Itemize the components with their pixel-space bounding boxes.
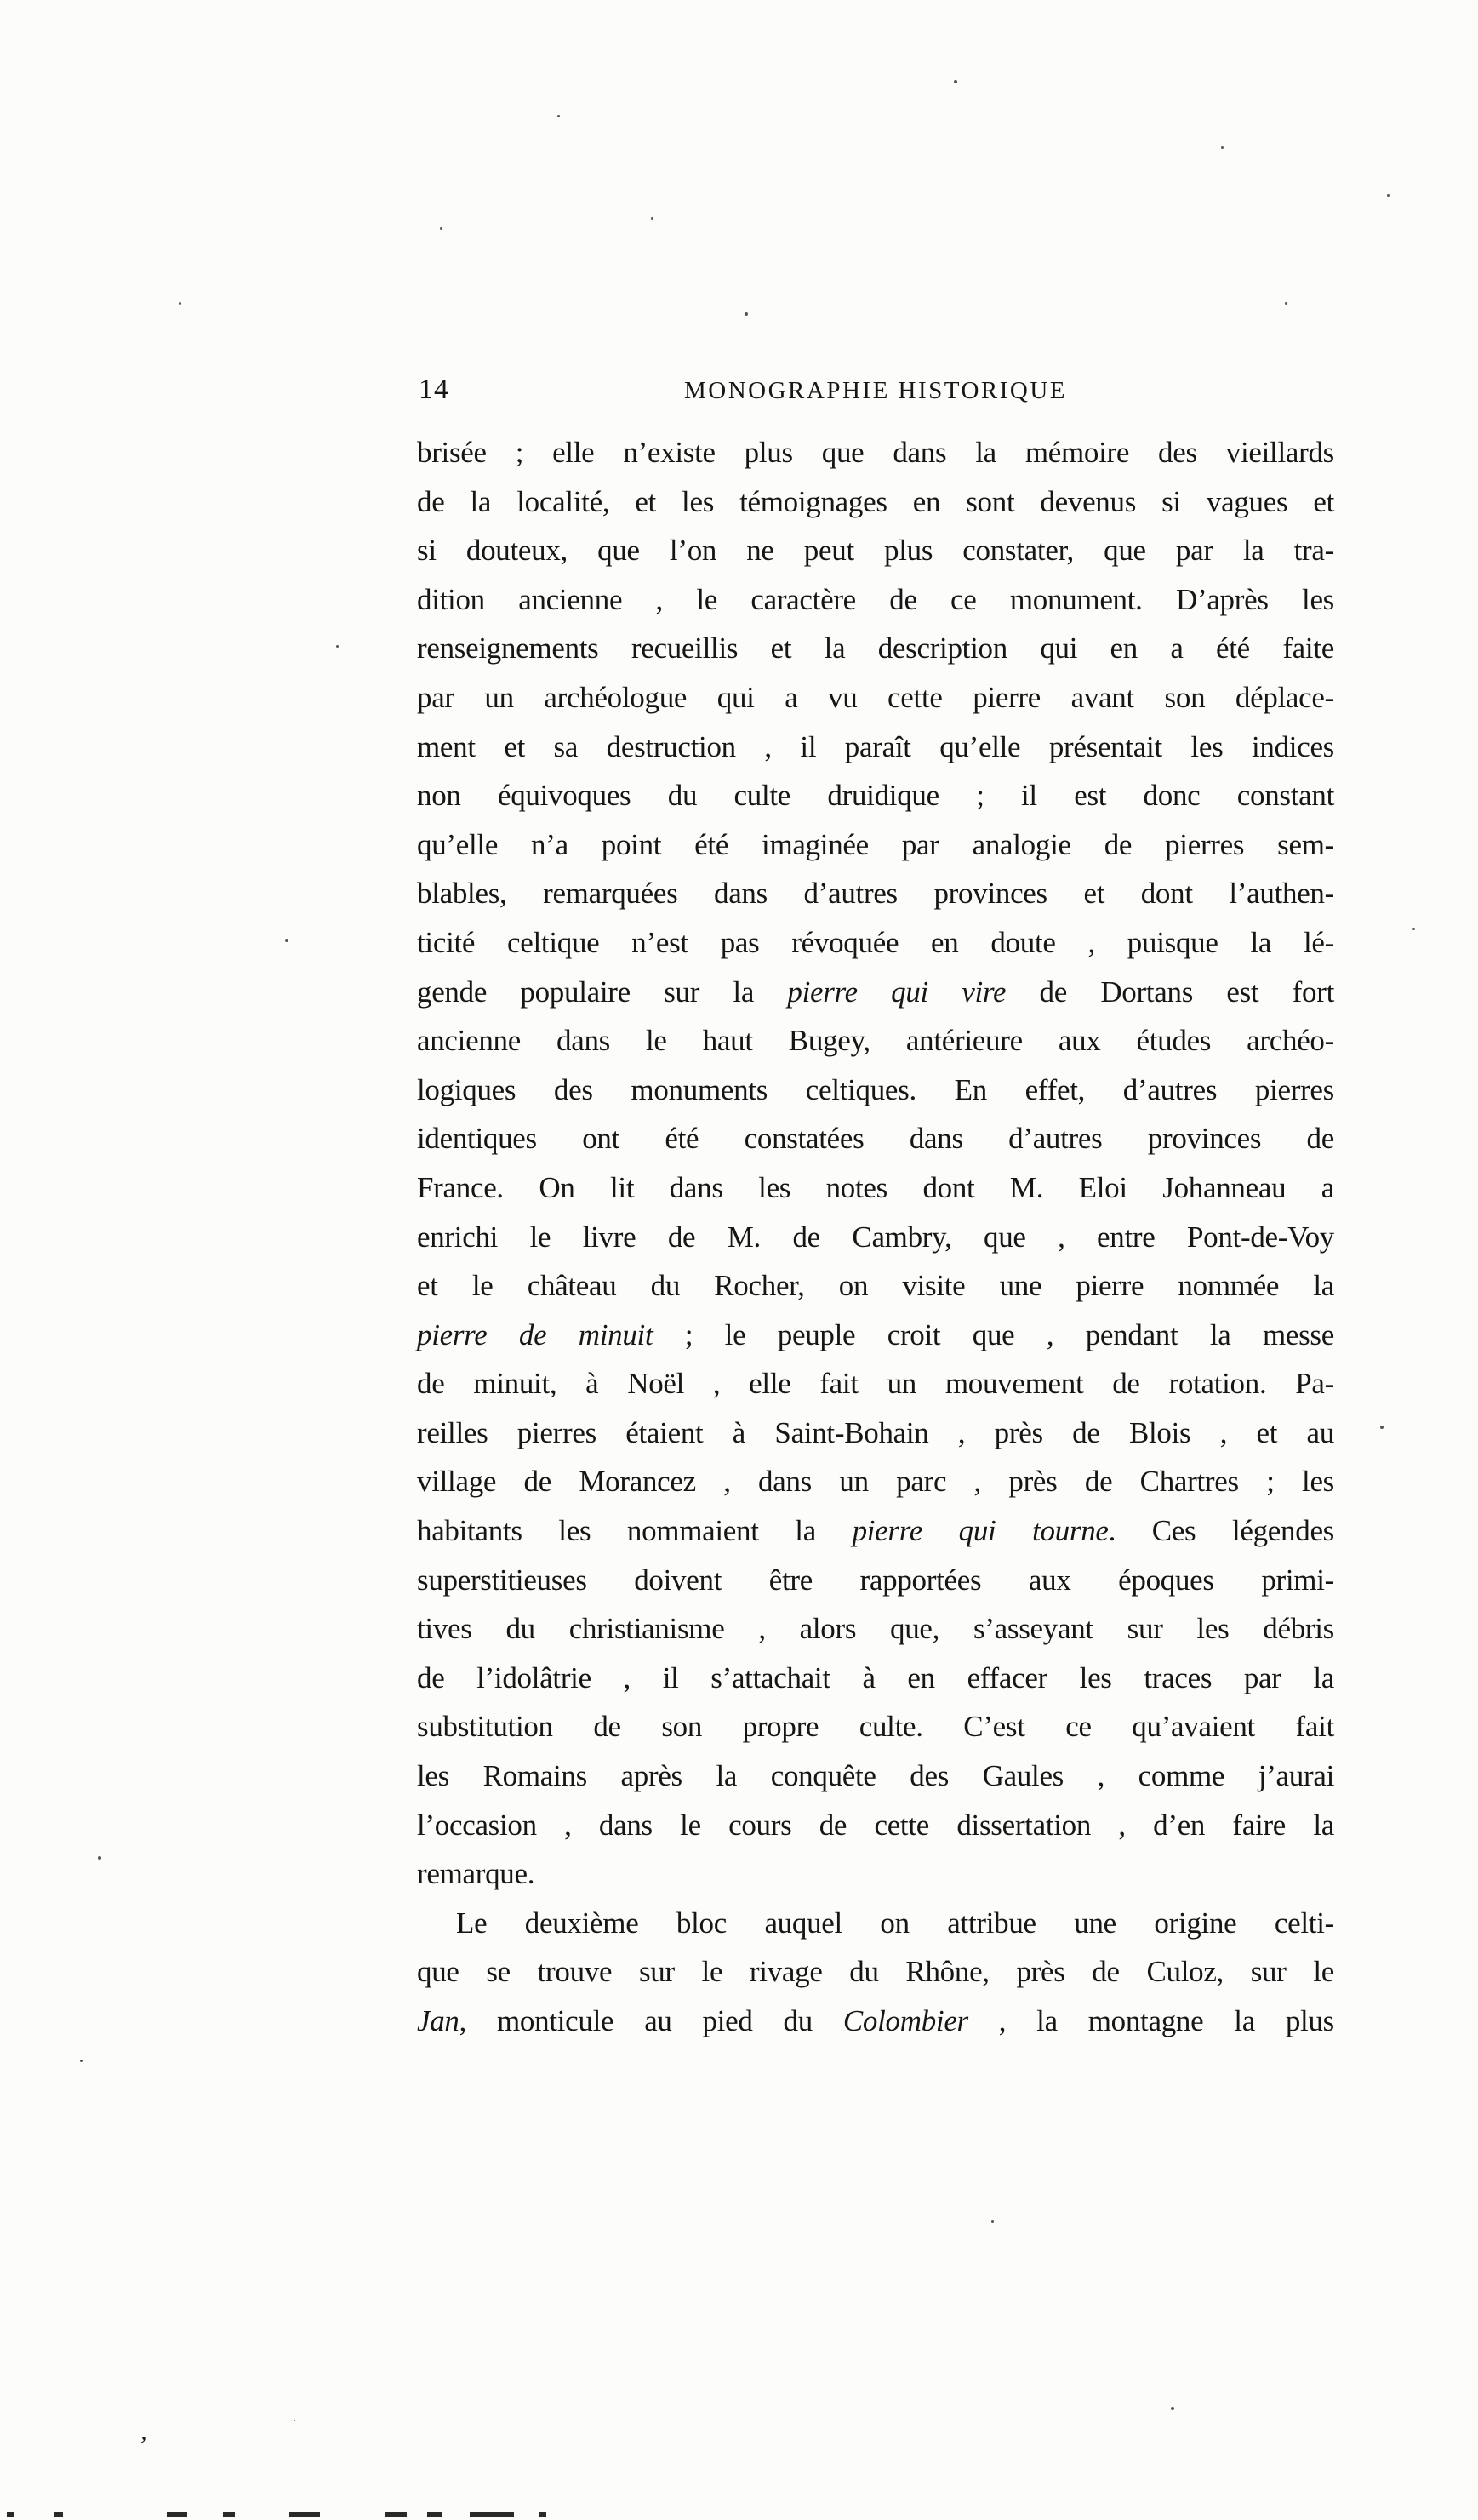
text-line: [417, 1016, 1334, 1066]
scan-stray-mark: ’: [136, 2431, 149, 2460]
text-line: [417, 1457, 1334, 1506]
text-segment: tives du christianisme , alors que, s’asseyant sur les débris: [417, 1612, 1334, 1646]
scan-speck: [1380, 1426, 1384, 1429]
text-segment: France. On lit dans les notes dont M. Eloi Johanneau a: [417, 1170, 1334, 1204]
text-segment: non équivoques du culte druidique ; il est donc constant: [417, 779, 1334, 813]
body-text: [417, 428, 1334, 2046]
scan-edge-mark: [289, 2512, 320, 2517]
scan-speck: [1412, 928, 1415, 930]
scan-speck: [179, 302, 181, 305]
text-line: [417, 428, 1334, 477]
text-segment: de la localité, et les témoignages en sont devenus si vagues et: [417, 484, 1334, 518]
text-segment: par un archéologue qui a vu cette pierre avant son déplace-: [417, 680, 1334, 714]
text-line: [417, 1849, 1334, 1899]
scan-edge-mark: [539, 2512, 546, 2517]
italic-text-segment: Colombier: [842, 2004, 968, 2037]
text-line: [417, 1556, 1334, 1605]
text-line: [417, 1947, 1334, 1997]
running-header: [417, 373, 1334, 410]
text-segment: enrichi le livre de M. de Cambry, que , entre Pont-de-Voy: [417, 1220, 1334, 1254]
text-segment: l’occasion , dans le cours de cette dissertation , d’en faire la: [417, 1808, 1334, 1842]
text-line: [417, 1066, 1334, 1115]
text-line: [417, 723, 1334, 772]
text-segment: substitution de son propre culte. C’est ce qu’avaient fait: [417, 1710, 1334, 1744]
scan-speck: [1285, 302, 1287, 305]
text-line: [417, 477, 1334, 527]
scan-speck: [98, 1856, 101, 1860]
scan-speck: [1171, 2407, 1174, 2410]
text-segment: si douteux, que l’on ne peut plus constater, que par la tra-: [417, 534, 1334, 568]
scan-edge-mark: [470, 2512, 514, 2517]
scan-edge-mark: [54, 2512, 63, 2517]
text-segment: remarque.: [417, 1857, 535, 1891]
text-line: [417, 1702, 1334, 1751]
text-segment: ment et sa destruction , il paraît qu’elle présentait les indices: [417, 729, 1334, 763]
text-line: [417, 1997, 1334, 2046]
scan-edge-mark: [427, 2512, 442, 2517]
italic-text-segment: Jan: [417, 2004, 459, 2037]
text-line: [417, 1899, 1334, 1948]
text-segment: , monticule au pied du: [459, 2004, 843, 2037]
italic-text-segment: pierre de minuit: [417, 1317, 653, 1351]
scan-speck: [440, 227, 442, 230]
text-segment: Le deuxième bloc auquel on attribue une origine celti-: [456, 1906, 1334, 1940]
text-segment: les Romains après la conquête des Gaules , comme j’aurai: [417, 1759, 1334, 1793]
text-line: [417, 1359, 1334, 1409]
scan-speck: [991, 2220, 994, 2223]
text-line: [417, 1409, 1334, 1458]
text-line: [417, 1311, 1334, 1360]
scan-speck: [954, 80, 957, 83]
text-segment: de l’idolâtrie , il s’attachait à en effacer les traces par la: [417, 1660, 1334, 1694]
text-segment: ancienne dans le haut Bugey, antérieure aux études archéo-: [417, 1024, 1334, 1058]
text-segment: renseignements recueillis et la description qui en a été faite: [417, 631, 1334, 666]
text-line: [417, 771, 1334, 820]
text-line: [417, 1604, 1334, 1654]
text-segment: identiques ont été constatées dans d’autres provinces de: [417, 1122, 1334, 1156]
scan-speck: [651, 217, 653, 220]
italic-text-segment: pierre qui tourne: [852, 1514, 1109, 1548]
running-title: MONOGRAPHIE HISTORIQUE: [684, 377, 1067, 404]
text-line: [417, 624, 1334, 673]
text-line: [417, 820, 1334, 870]
text-segment: qu’elle n’a point été imaginée par analogie de pierres sem-: [417, 827, 1334, 861]
scan-edge-mark: [7, 2512, 14, 2517]
text-line: [417, 968, 1334, 1017]
text-segment: et le château du Rocher, on visite une pierre nommée la: [417, 1269, 1334, 1303]
text-segment: ; le peuple croit que , pendant la messe: [653, 1317, 1334, 1351]
text-line: [417, 1751, 1334, 1801]
scan-speck: [294, 2420, 295, 2421]
text-segment: logiques des monuments celtiques. En effet, d’autres pierres: [417, 1072, 1334, 1106]
scan-edge-mark: [223, 2512, 235, 2517]
text-segment: brisée ; elle n’existe plus que dans la mémoire des vieillards: [417, 436, 1334, 469]
text-segment: superstitieuses doivent être rapportées aux époques primi-: [417, 1563, 1334, 1597]
scan-edge-mark: [385, 2512, 407, 2517]
text-segment: . Ces légendes: [1108, 1514, 1334, 1548]
text-segment: village de Morancez , dans un parc , près de Chartres ; les: [417, 1465, 1334, 1499]
text-segment: blables, remarquées dans d’autres provinces et dont l’authen-: [417, 877, 1334, 911]
scan-speck: [285, 939, 288, 942]
text-line: [417, 526, 1334, 575]
italic-text-segment: pierre qui vire: [787, 974, 1007, 1009]
text-line: [417, 1114, 1334, 1163]
scan-speck: [745, 312, 748, 316]
text-line: [417, 1213, 1334, 1262]
text-line: [417, 1801, 1334, 1850]
text-segment: gende populaire sur la: [417, 974, 788, 1009]
text-segment: dition ancienne , le caractère de ce monument. D’après les: [417, 582, 1334, 616]
text-segment: de Dortans est fort: [1006, 974, 1335, 1009]
text-line: [417, 918, 1334, 968]
text-line: [417, 575, 1334, 625]
text-line: [417, 673, 1334, 723]
text-segment: habitants les nommaient la: [417, 1514, 853, 1548]
scan-speck: [80, 2060, 83, 2062]
scan-speck: [1221, 146, 1224, 149]
text-line: [417, 869, 1334, 918]
text-segment: de minuit, à Noël , elle fait un mouvement de rotation. Pa-: [417, 1367, 1334, 1401]
text-line: [417, 1654, 1334, 1703]
text-segment: reilles pierres étaient à Saint-Bohain , près de Blois , et au: [417, 1415, 1334, 1449]
scan-speck: [1387, 194, 1390, 197]
text-segment: que se trouve sur le rivage du Rhône, près de Culoz, sur le: [417, 1955, 1334, 1989]
text-line: [417, 1261, 1334, 1311]
page-number: 14: [419, 374, 449, 405]
text-segment: ticité celtique n’est pas révoquée en doute , puisque la lé-: [417, 925, 1334, 959]
scan-edge-mark: [167, 2512, 187, 2517]
text-line: [417, 1506, 1334, 1556]
text-segment: , la montagne la plus: [967, 2004, 1334, 2037]
scan-speck: [557, 115, 560, 117]
text-line: [417, 1163, 1334, 1213]
scan-speck: [336, 645, 339, 648]
